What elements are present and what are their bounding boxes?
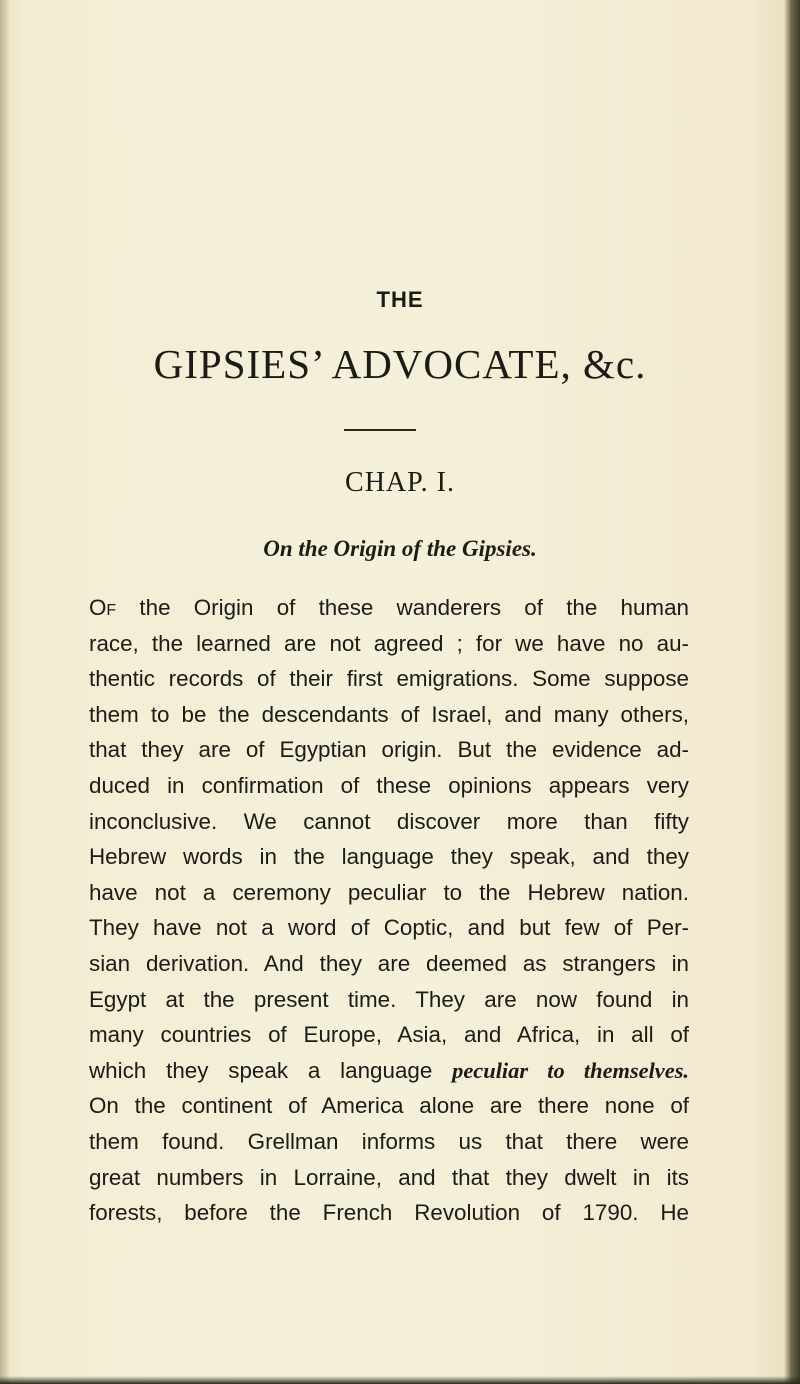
body-text bbox=[89, 590, 689, 1231]
text-line: inconclusive. We cannot discover more than fifty bbox=[89, 808, 689, 834]
text-line: great numbers in Lorraine, and that they dwelt in its bbox=[89, 1164, 689, 1190]
text-line: Egypt at the present time. They are now found in bbox=[89, 986, 689, 1012]
text-segment: the Origin of these wanderers of the human bbox=[139, 595, 689, 620]
text-line: thentic records of their first emigrations. Some suppose bbox=[89, 666, 689, 692]
text-line: sian derivation. And they are deemed as strangers in bbox=[89, 950, 689, 976]
text-line bbox=[89, 1053, 689, 1089]
page-left-edge bbox=[0, 0, 10, 1384]
text-line: duced in confirmation of these opinions appears very bbox=[89, 772, 689, 798]
italic-phrase: peculiar to themselves. bbox=[452, 1057, 689, 1083]
text-line: They have not a word of Coptic, and but few of Per- bbox=[89, 915, 689, 941]
title-divider bbox=[344, 429, 416, 431]
text-segment: which they speak a language bbox=[89, 1057, 433, 1083]
text-line bbox=[89, 590, 689, 626]
drop-word: Of bbox=[89, 595, 117, 620]
page-right-edge bbox=[784, 0, 800, 1384]
chapter-heading: CHAP. I. bbox=[345, 467, 455, 498]
text-line: many countries of Europe, Asia, and Africa, in all of bbox=[89, 1022, 689, 1048]
text-line: forests, before the French Revolution of 1790. He bbox=[89, 1200, 689, 1226]
text-line: them found. Grellman informs us that there were bbox=[89, 1128, 689, 1154]
text-line: that they are of Egyptian origin. But the evidence ad- bbox=[89, 737, 689, 763]
text-line: On the continent of America alone are there none of bbox=[89, 1093, 689, 1119]
chapter-subtitle: On the Origin of the Gipsies. bbox=[263, 536, 537, 561]
title-prefix: THE bbox=[376, 287, 424, 312]
text-line: have not a ceremony peculiar to the Hebrew nation. bbox=[89, 879, 689, 905]
text-line: Hebrew words in the language they speak, and they bbox=[89, 844, 689, 870]
text-line: race, the learned are not agreed ; for we have no au- bbox=[89, 630, 689, 656]
page-bottom-edge bbox=[0, 1376, 800, 1384]
text-line: them to be the descendants of Israel, and many others, bbox=[89, 701, 689, 727]
book-title: GIPSIES’ ADVOCATE, &c. bbox=[153, 341, 647, 387]
